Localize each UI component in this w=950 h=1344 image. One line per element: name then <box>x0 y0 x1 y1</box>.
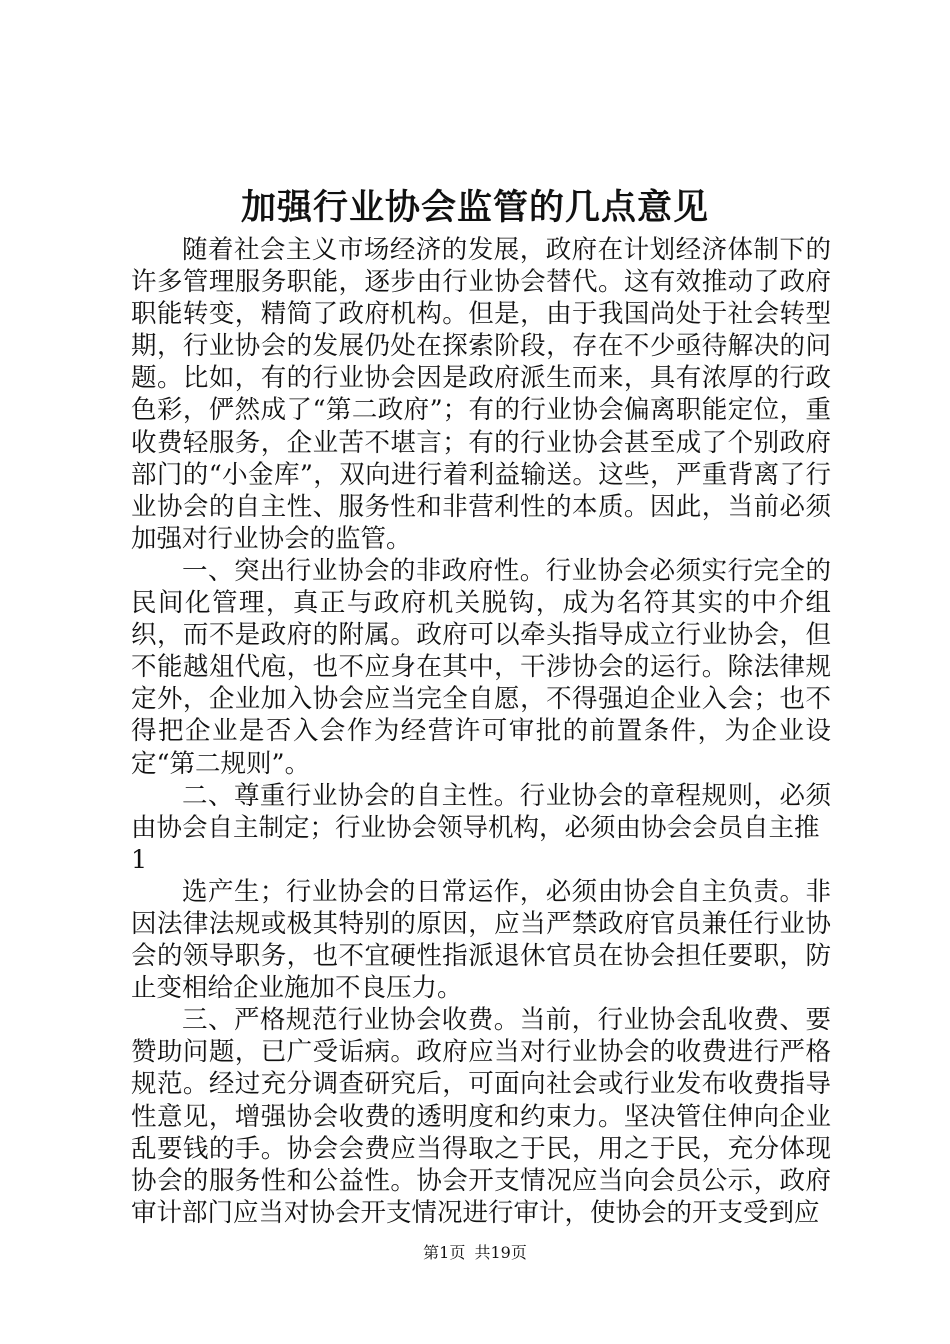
document-body <box>131 234 831 1229</box>
footer-total-pages: 共19页 <box>474 1243 527 1262</box>
paragraph-point-2-cont: 选产生；行业协会的日常运作，必须由协会自主负责。非因法律法规或极其特别的原因，应当严禁政府官员兼任行业协会的领导职务，也不宜硬性指派退休官员在协会担任要职，防止变相给企业施加不良压力。 <box>131 876 831 1004</box>
footer-page-number: 第1页 <box>423 1243 466 1262</box>
paragraph-point-1: 一、突出行业协会的非政府性。行业协会必须实行完全的民间化管理，真正与政府机关脱钩，成为名符其实的中介组织，而不是政府的附属。政府可以牵头指导成立行业协会，但不能越俎代庖，也不应身在其中，干涉协会的运行。除法律规定外，企业加入协会应当完全自愿，不得强迫企业入会；也不得把企业是否入会作为经营许可审批的前置条件，为企业设定“第二规则”。 <box>131 555 831 779</box>
paragraph-point-3: 三、严格规范行业协会收费。当前，行业协会乱收费、要赞助问题，已广受诟病。政府应当对行业协会的收费进行严格规范。经过充分调查研究后，可面向社会或行业发布收费指导性意见，增强协会收费的透明度和约束力。坚决管住伸向企业乱要钱的手。协会会费应当得取之于民，用之于民，充分体现协会的服务性和公益性。协会开支情况应当向会员公示，政府审计部门应当对协会开支情况进行审计，使协会的开支受到应 <box>131 1005 831 1228</box>
inline-page-number: 1 <box>131 844 148 875</box>
paragraph-point-2: 二、尊重行业协会的自主性。行业协会的章程规则，必须由协会自主制定；行业协会领导机构，必须由协会会员自主推 <box>131 780 831 843</box>
page-footer <box>0 1242 950 1264</box>
document-title: 加强行业协会监管的几点意见 <box>240 187 709 228</box>
paragraph-intro: 随着社会主义市场经济的发展，政府在计划经济体制下的许多管理服务职能，逐步由行业协会替代。这有效推动了政府职能转变，精简了政府机构。但是，由于我国尚处于社会转型期，行业协会的发展仍处在探索阶段，存在不少亟待解决的问题。比如，有的行业协会因是政府派生而来，具有浓厚的行政色彩，俨然成了“第二政府”；有的行业协会偏离职能定位，重收费轻服务，企业苦不堪言；有的行业协会甚至成了个别政府部门的“小金库”，双向进行着利益输送。这些，严重背离了行业协会的自主性、服务性和非营利性的本质。因此，当前必须加强对行业协会的监管。 <box>131 235 831 554</box>
